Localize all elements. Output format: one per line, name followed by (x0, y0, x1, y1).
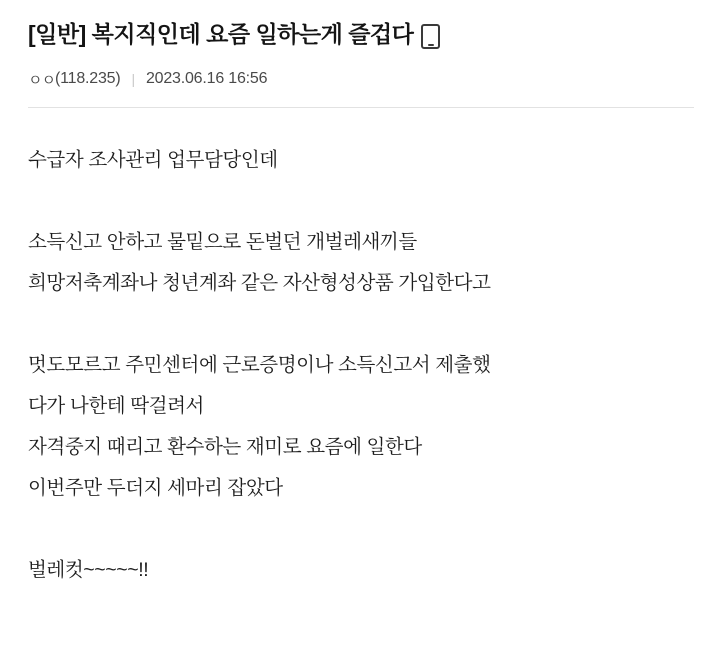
post-header (28, 18, 694, 108)
body-spacer (28, 509, 694, 550)
header-divider (28, 107, 694, 108)
body-line: 멋도모르고 주민센터에 근로증명이나 소득신고서 제출했 (28, 353, 491, 376)
body-line: 희망저축계좌나 청년계좌 같은 자산형성상품 가입한다고 (28, 271, 491, 294)
author-ip: (118.235) (54, 70, 121, 88)
title-row (28, 20, 694, 50)
body-line: 자격중지 때리고 환수하는 재미로 요즘에 일한다 (28, 435, 422, 458)
body-line: 이번주만 두더지 세마리 잡았다 (28, 476, 283, 499)
body-line: 소득신고 안하고 물밑으로 돈벌던 개벌레새끼들 (28, 230, 417, 253)
mobile-phone-icon (421, 24, 440, 49)
body-line: 벌레컷~~~~~!! (28, 558, 149, 581)
post-timestamp: 2023.06.16 16:56 (145, 70, 268, 88)
page-title: [일반] 복지직인데 요즘 일하는게 즐겁다 (28, 21, 414, 47)
post-meta (28, 69, 694, 90)
body-line: 다가 나한테 딱걸려서 (28, 394, 204, 417)
body-spacer (28, 181, 694, 222)
post-body (28, 140, 694, 591)
body-line: 수급자 조사관리 업무담당인데 (28, 148, 278, 171)
meta-separator: | (131, 71, 135, 88)
author-nickname[interactable]: ㅇㅇ (28, 71, 55, 89)
body-spacer (28, 304, 694, 345)
